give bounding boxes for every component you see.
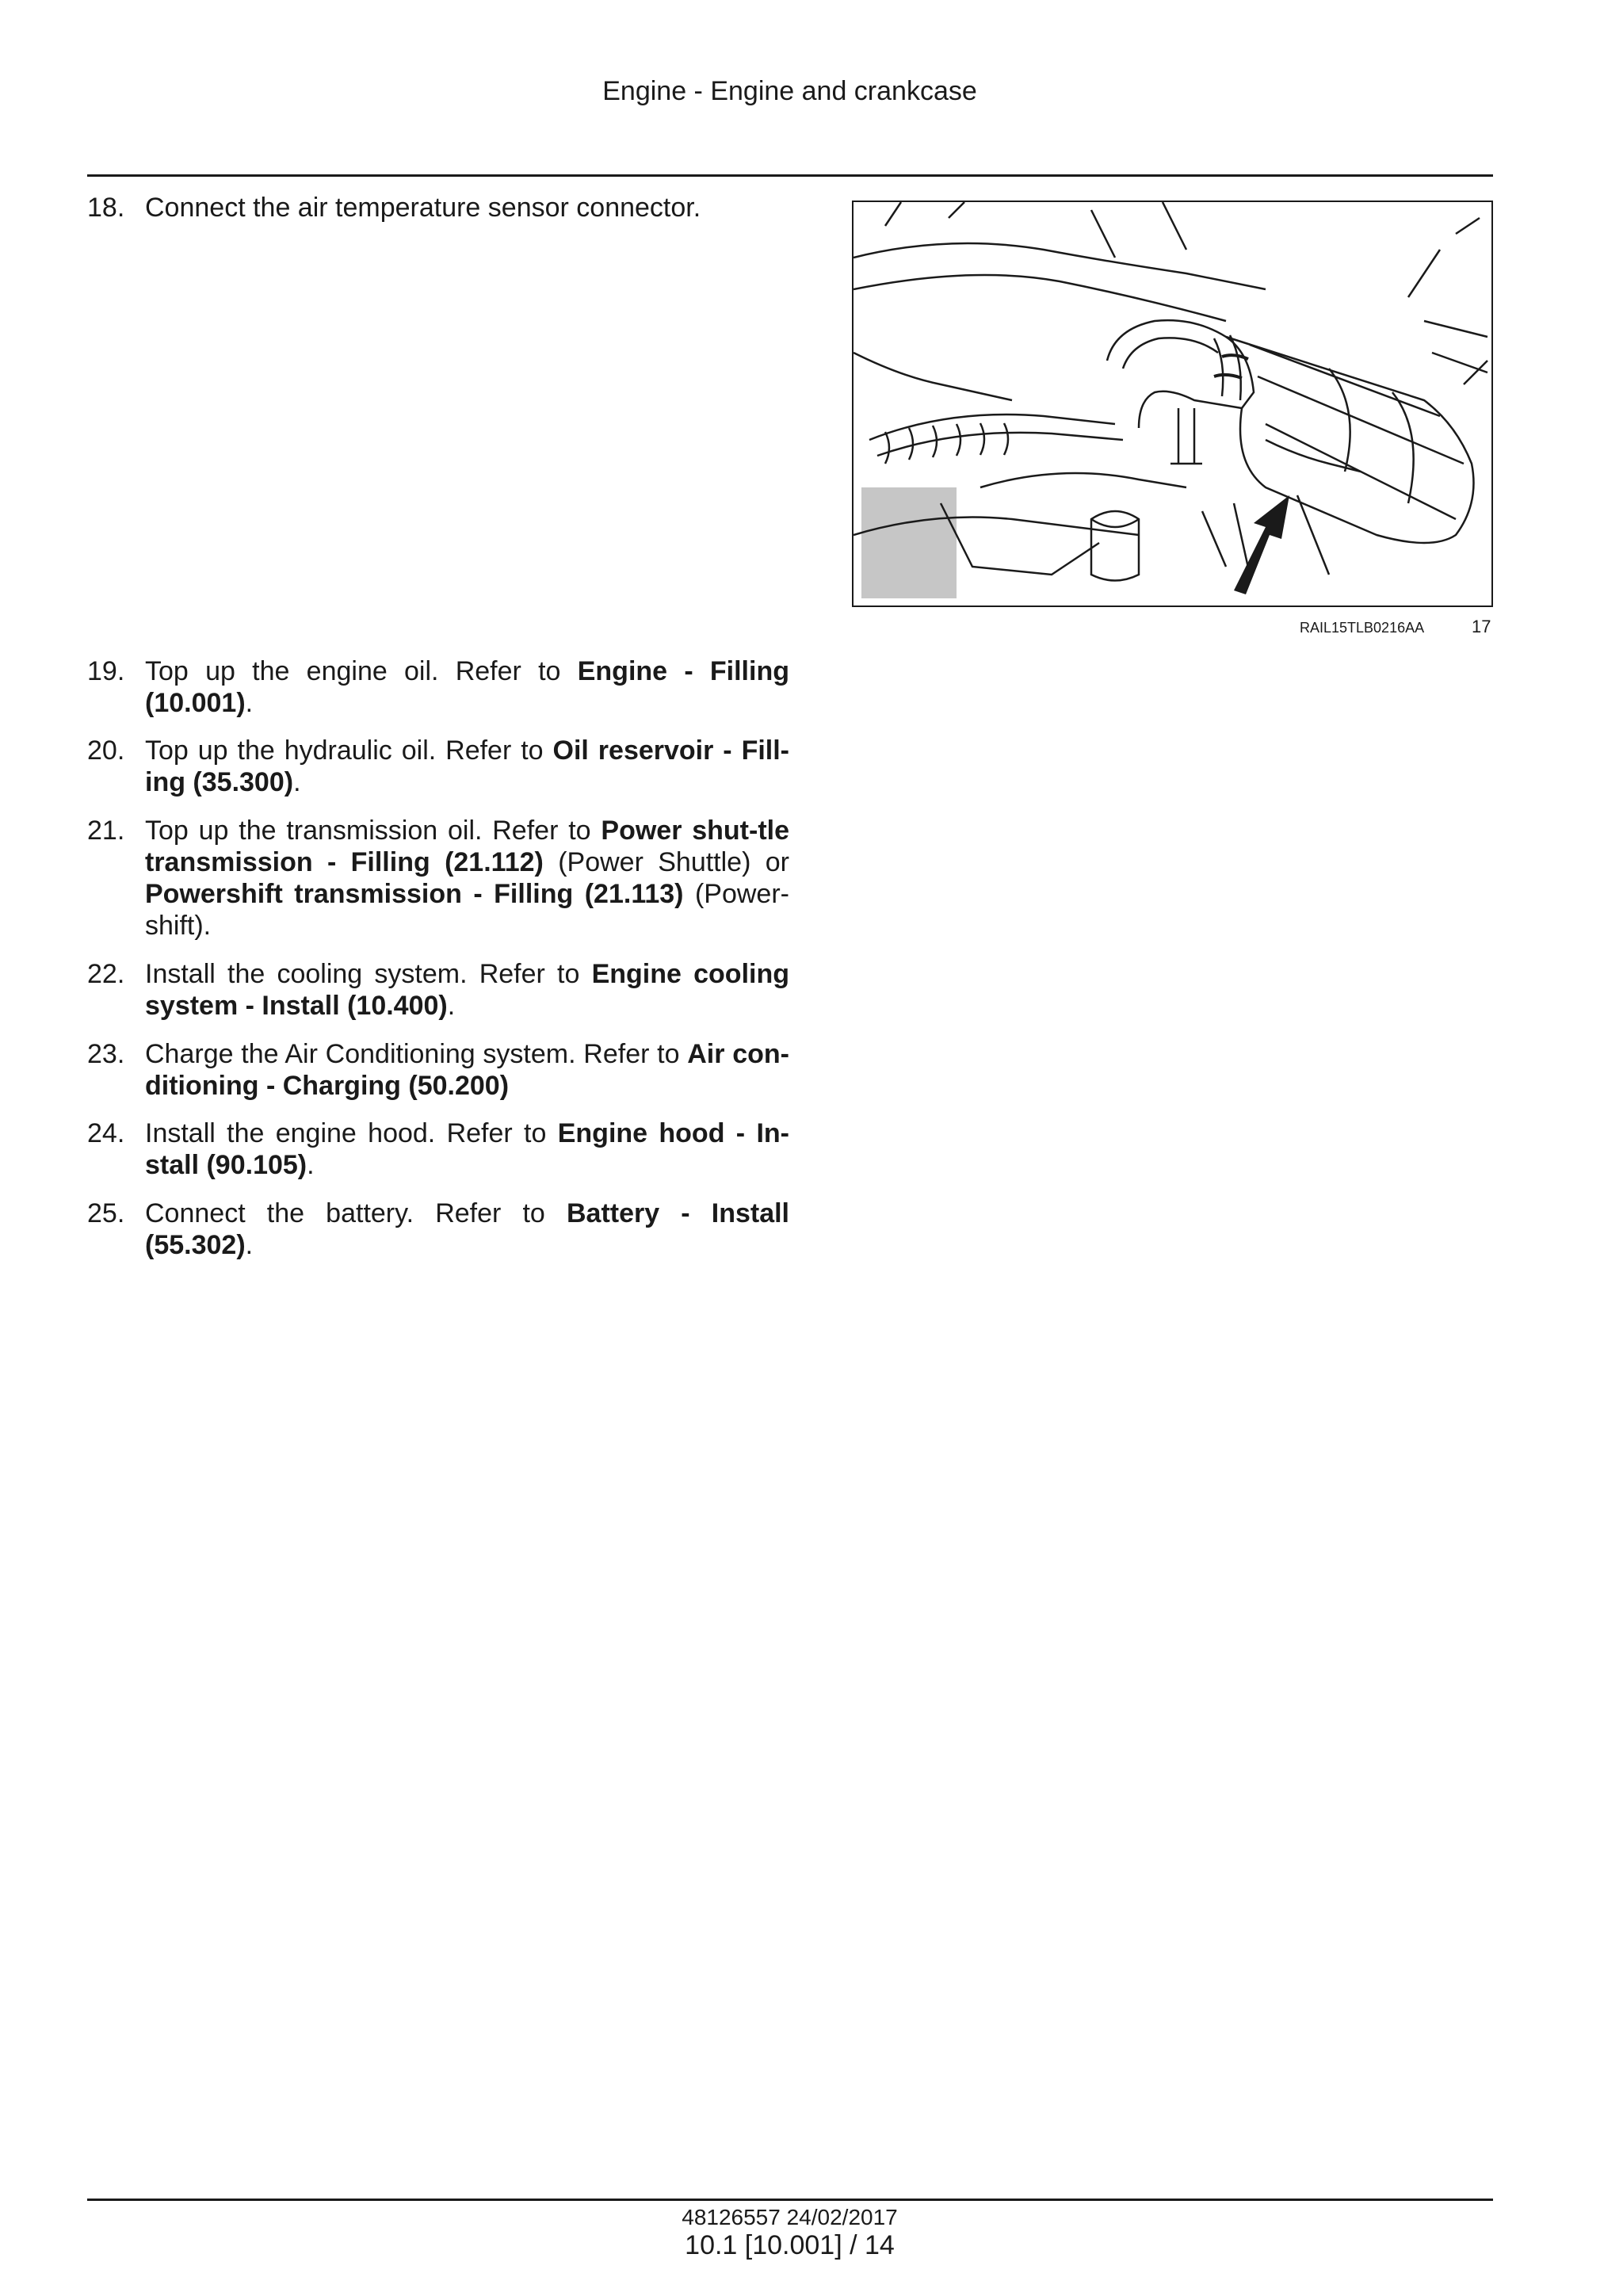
step-number: 22.	[87, 959, 125, 989]
step-text	[145, 735, 789, 798]
reference-link-text: Engine cooling system - Install (10.400)	[145, 959, 789, 1021]
step-text-run: Connect the battery. Refer to	[145, 1198, 567, 1228]
step-text-run: .	[447, 991, 456, 1021]
step-text-run: Install the cooling system. Refer to	[145, 959, 592, 989]
step-number: 25.	[87, 1198, 125, 1228]
step-text-run: Top up the engine oil. Refer to	[145, 656, 578, 686]
step-text-run: .	[245, 688, 254, 718]
step-number: 20.	[87, 735, 125, 766]
step-20	[87, 735, 789, 798]
step-24	[87, 1117, 789, 1181]
step-22	[87, 958, 789, 1022]
step-text	[145, 815, 789, 942]
footer-page-ref: 10.1 [10.001] / 14	[685, 2230, 895, 2260]
reference-link-text: Engine - Filling (10.001)	[145, 656, 789, 718]
step-number: 23.	[87, 1039, 125, 1069]
step-25	[87, 1198, 789, 1261]
step-text-run: Install the engine hood. Refer to	[145, 1118, 558, 1148]
step-text-run: .	[307, 1150, 315, 1180]
reference-link-text: Oil reservoir - Fill-ing (35.300)	[145, 735, 789, 797]
step-text-run: Top up the hydraulic oil. Refer to	[145, 735, 553, 766]
step-text	[145, 1038, 789, 1102]
reference-link-text: Battery - Install (55.302)	[145, 1198, 789, 1260]
step-text	[145, 1117, 789, 1181]
step-number: 24.	[87, 1118, 125, 1148]
engine-figure	[852, 201, 1493, 607]
footer-doc-code: 48126557 24/02/2017	[682, 2205, 898, 2229]
step-text-run: .	[293, 767, 301, 797]
reference-link-text: Power shut-tle transmission - Filling (21.112)	[145, 816, 790, 877]
figure-number: 17	[1472, 617, 1491, 636]
page-header-title: Engine - Engine and crankcase	[602, 76, 977, 106]
step-text-run: Connect the air temperature sensor connector.	[145, 193, 701, 223]
header-divider	[87, 174, 1493, 177]
step-text-run: (Power Shuttle) or	[543, 847, 789, 877]
step-text	[145, 192, 789, 223]
step-19	[87, 655, 789, 719]
reference-link-text: Powershift transmission - Filling (21.113)	[145, 879, 684, 909]
step-23	[87, 1038, 789, 1102]
step-text-run: .	[245, 1230, 254, 1260]
step-21	[87, 815, 789, 942]
step-text	[145, 958, 789, 1022]
step-number: 19.	[87, 656, 125, 686]
step-number: 21.	[87, 816, 125, 846]
footer-divider	[87, 2199, 1493, 2201]
step-text	[145, 1198, 789, 1261]
figure-id: RAIL15TLB0216AA	[1300, 620, 1425, 636]
reference-link-text: Air con-ditioning - Charging (50.200)	[145, 1039, 789, 1101]
reference-link-text: Engine hood - In-stall (90.105)	[145, 1118, 789, 1180]
step-18	[87, 192, 789, 223]
engine-illustration	[854, 202, 1491, 606]
step-text-run: Charge the Air Conditioning system. Refer to	[145, 1039, 688, 1069]
step-number: 18.	[87, 193, 125, 223]
step-text-run: Top up the transmission oil. Refer to	[145, 816, 601, 846]
step-text-run: (Power-shift).	[145, 879, 789, 941]
step-text	[145, 655, 789, 719]
